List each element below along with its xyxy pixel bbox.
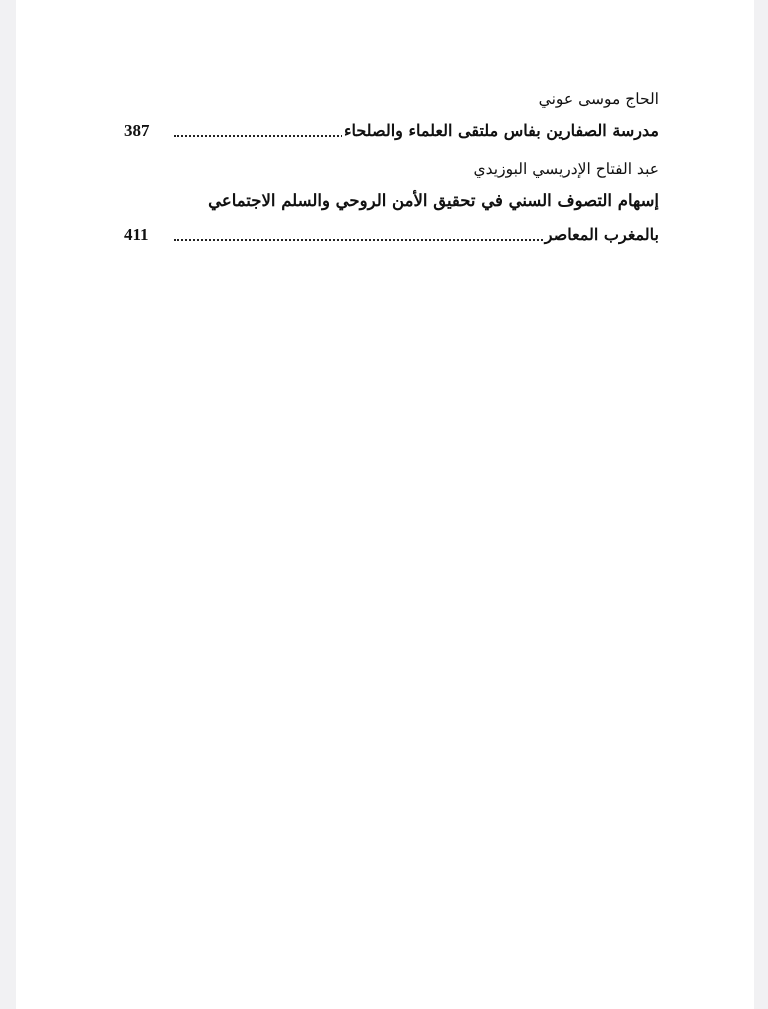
dot-leader <box>174 239 559 241</box>
toc-author: الحاج موسى عوني <box>538 90 659 108</box>
toc-entry-title: مدرسة الصفارين بفاس ملتقى العلماء والصلحاء <box>342 114 659 148</box>
toc-page-number: 411 <box>124 225 149 244</box>
document-page <box>16 0 754 1009</box>
toc-entry-title-continued: بالمغرب المعاصر <box>543 218 659 252</box>
toc-page-number: 387 <box>124 121 150 140</box>
table-of-contents <box>124 86 659 252</box>
toc-entry[interactable] <box>124 218 659 252</box>
toc-author: عبد الفتاح الإدريسي البوزيدي <box>473 160 659 178</box>
toc-entry-title[interactable]: إسهام التصوف السني في تحقيق الأمن الروحي والسلم الاجتماعي <box>208 191 659 210</box>
toc-entry[interactable] <box>124 114 659 148</box>
